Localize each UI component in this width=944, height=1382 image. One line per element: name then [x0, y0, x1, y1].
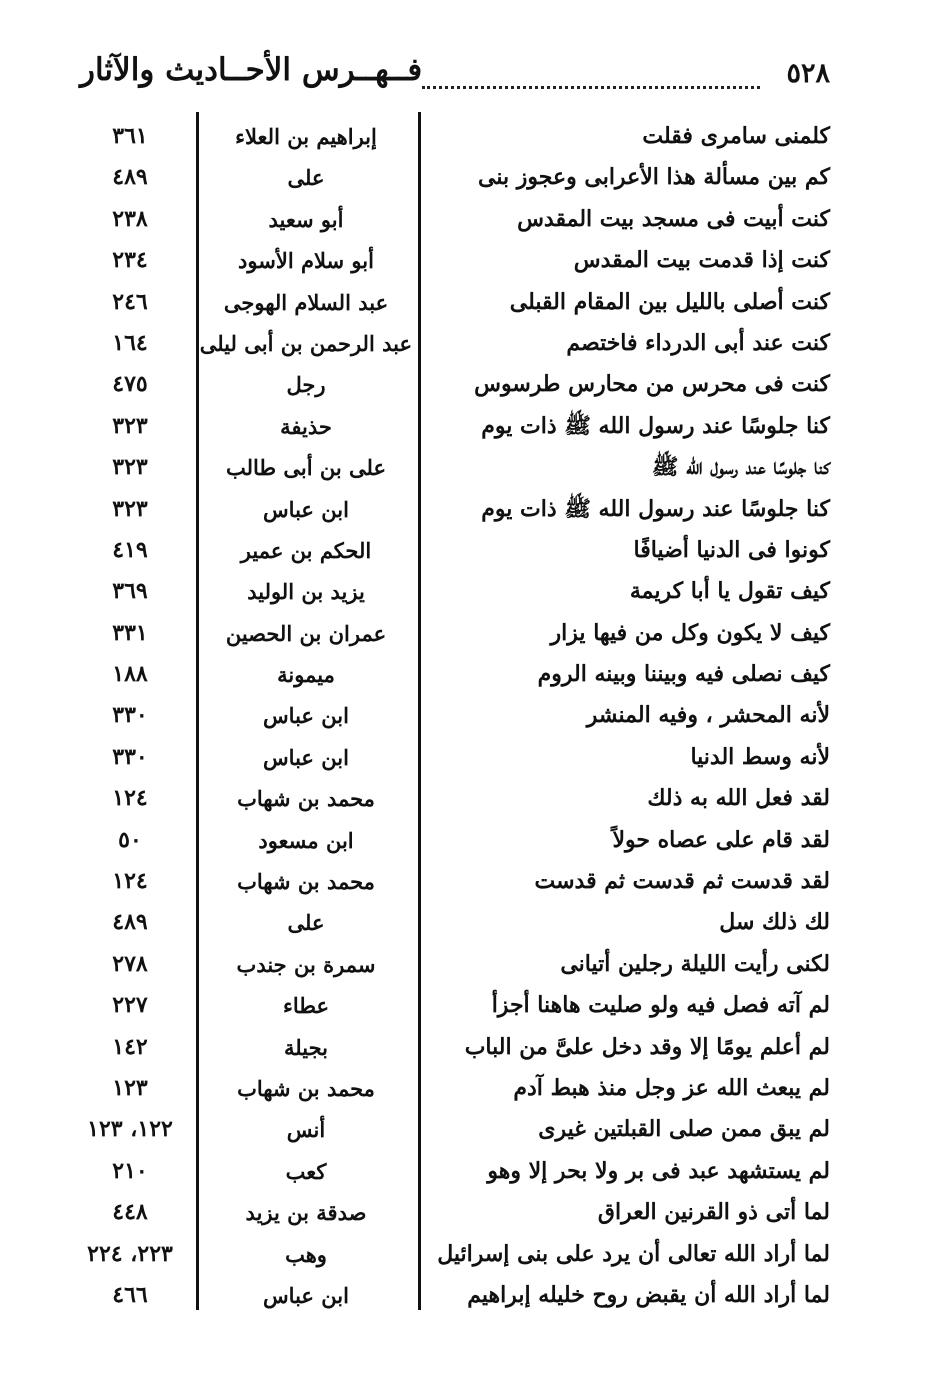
table-row	[70, 199, 830, 240]
table-row	[70, 985, 830, 1026]
narrator-cell: عطاء	[282, 993, 330, 1019]
page-number: ٥٢٨	[786, 58, 830, 89]
hadith-text-cell: لأنه وسط الدنيا	[690, 743, 830, 770]
hadith-text-cell: كنت أبيت فى مسجد بيت المقدس	[517, 205, 830, 232]
page-reference-cell: ١٢٤	[112, 868, 148, 895]
hadith-text-cell: لم يبق ممن صلى القبلتين غيرى	[538, 1116, 830, 1143]
narrator-cell: ابن عباس	[263, 1282, 349, 1308]
narrator-cell: أبو سعيد	[268, 206, 344, 232]
table-row	[70, 530, 830, 571]
hadith-text-cell: كنا جلوسًا عند رسول الله ﷺ ذات يوم	[481, 412, 830, 439]
hadith-text-cell: كيف نصلى فيه وبيننا وبينه الروم	[537, 661, 830, 688]
page-reference-cell: ٥٠	[118, 826, 142, 853]
page-reference-cell: ٤٧٥	[112, 371, 148, 398]
table-row	[70, 1275, 830, 1316]
page-reference-cell: ٣٣٠	[112, 702, 148, 729]
page-reference-cell: ٤٨٩	[112, 909, 148, 936]
page-reference-cell: ٢٣٤	[112, 247, 148, 274]
table-row	[70, 1192, 830, 1233]
table-row	[70, 116, 830, 157]
table-row	[70, 737, 830, 778]
hadith-text-cell: كنا جلوسًا عند رسول الله ﷺ ذات يوم	[481, 495, 830, 522]
hadith-text-cell: كنت أصلى بالليل بين المقام القبلى	[509, 288, 830, 315]
hadith-text-cell: لما أتى ذو القرنين العراق	[597, 1199, 830, 1226]
hadith-text-cell: لأنه المحشر ، وفيه المنشر	[586, 702, 830, 729]
narrator-cell: عبد السلام الهوجى	[223, 289, 389, 315]
table-row	[70, 1109, 830, 1150]
table-row	[70, 861, 830, 902]
page-reference-cell: ٤١٩	[112, 536, 148, 563]
page-reference-cell: ٢٣٨	[112, 205, 148, 232]
hadith-text-cell: لك ذلك سل	[719, 909, 830, 936]
narrator-cell: على	[287, 910, 325, 936]
hadith-text-cell: كنا جلوسًا عند رسول الله ﷺ	[651, 454, 830, 481]
table-row	[70, 654, 830, 695]
narrator-cell: ابن عباس	[263, 744, 349, 770]
narrator-cell: إبراهيم بن العلاء	[235, 124, 377, 149]
page-reference-cell: ٣٢٣	[112, 495, 148, 522]
narrator-cell: صدقة بن يزيد	[245, 1200, 367, 1226]
narrator-cell: ميمونة	[277, 662, 335, 688]
table-row	[70, 1234, 830, 1275]
page-reference-cell: ٣٢٣	[112, 412, 148, 439]
page-reference-cell: ٢٧٨	[112, 950, 148, 977]
narrator-cell: ابن مسعود	[258, 827, 354, 853]
table-row	[70, 902, 830, 943]
narrator-cell: محمد بن شهاب	[237, 786, 375, 812]
table-row	[70, 364, 830, 405]
hadith-text-cell: لقد قدست ثم قدست ثم قدست	[534, 868, 830, 895]
narrator-cell: محمد بن شهاب	[237, 869, 375, 895]
table-row	[70, 613, 830, 654]
page-reference-cell: ٣٣٠	[112, 743, 148, 770]
page-reference-cell: ١٤٢	[112, 1033, 148, 1060]
table-row	[70, 820, 830, 861]
hadith-text-cell: لقد فعل الله به ذلك	[647, 785, 830, 812]
page-reference-cell: ٣٣١	[112, 619, 148, 646]
narrator-cell: أنس	[286, 1117, 326, 1143]
hadith-text-cell: لم يبعث الله عز وجل منذ هبط آدم	[513, 1074, 830, 1101]
hadith-text-cell: لم يستشهد عبد فى بر ولا بحر إلا وهو	[487, 1157, 830, 1184]
table-row	[70, 323, 830, 364]
page-reference-cell: ٣٦١	[112, 123, 148, 149]
table-row	[70, 695, 830, 736]
narrator-cell: سمرة بن جندب	[236, 951, 376, 977]
narrator-cell: عبد الرحمن بن أبى ليلى	[199, 330, 412, 356]
table-row	[70, 571, 830, 612]
narrator-cell: حذيفة	[280, 413, 332, 439]
narrator-cell: رجل	[286, 372, 326, 398]
narrator-cell: ابن عباس	[263, 496, 349, 522]
hadith-text-cell: لقد قام على عصاه حولاً	[612, 826, 830, 853]
table-row	[70, 944, 830, 985]
page-reference-cell: ١٢٤	[112, 785, 148, 812]
page-header	[80, 52, 830, 100]
narrator-cell: محمد بن شهاب	[237, 1075, 375, 1101]
table-row	[70, 1151, 830, 1192]
hadith-text-cell: كيف لا يكون وكل من فيها يزار	[550, 619, 830, 646]
table-row	[70, 1068, 830, 1109]
hadith-text-cell: كلمنى سامرى فقلت	[642, 123, 830, 149]
hadith-text-cell: كم بين مسألة هذا الأعرابى وعجوز بنى	[478, 164, 830, 191]
hadith-text-cell: لم أعلم يومًا إلا وقد دخل علىَّ من الباب	[464, 1033, 830, 1060]
page-reference-cell: ٤٤٨	[112, 1199, 148, 1226]
narrator-cell: ابن عباس	[263, 703, 349, 729]
page-reference-cell: ٣٦٩	[112, 578, 148, 605]
narrator-cell: بجيلة	[284, 1034, 328, 1060]
narrator-cell: أبو سلام الأسود	[238, 248, 374, 274]
hadith-text-cell: كونوا فى الدنيا أضيافًا	[633, 536, 830, 563]
page-reference-cell: ٣٢٣	[112, 454, 148, 481]
page-reference-cell: ٤٦٦	[112, 1281, 148, 1308]
page-reference-cell: ٢١٠	[112, 1157, 148, 1184]
hadith-text-cell: كيف تقول يا أبا كريمة	[629, 578, 830, 605]
narrator-cell: على بن أبى طالب	[225, 455, 387, 481]
page-reference-cell: ٤٨٩	[112, 164, 148, 191]
table-row	[70, 447, 830, 488]
narrator-cell: يزيد بن الوليد	[247, 579, 365, 605]
table-row	[70, 489, 830, 530]
page-reference-cell: ١٢٣	[112, 1074, 148, 1101]
hadith-text-cell: كنت فى محرس من محارس طرسوس	[474, 371, 830, 398]
table-row	[70, 1027, 830, 1068]
table-row	[70, 157, 830, 198]
page-reference-cell: ١٦٤	[112, 329, 148, 356]
page-reference-cell: ٢٢٣، ٢٢٤	[87, 1240, 173, 1267]
table-row	[70, 778, 830, 819]
page-reference-cell: ١٨٨	[112, 661, 148, 688]
narrator-cell: الحكم بن عمير	[240, 537, 372, 563]
table-row	[70, 240, 830, 281]
header-dotted-leader	[422, 86, 760, 89]
narrator-cell: كعب	[285, 1158, 327, 1184]
narrator-cell: على	[287, 165, 325, 191]
hadith-text-cell: كنت إذا قدمت بيت المقدس	[573, 247, 830, 274]
hadith-text-cell: لما أراد الله تعالى أن يرد على بنى إسرائيل	[437, 1240, 830, 1267]
page-reference-cell: ١٢٢، ١٢٣	[87, 1116, 173, 1143]
hadith-text-cell: لم آته فصل فيه ولو صليت هاهنا أجزأ	[491, 992, 830, 1019]
narrator-cell: وهب	[285, 1241, 327, 1267]
page-reference-cell: ٢٢٧	[112, 992, 148, 1019]
table-row	[70, 282, 830, 323]
table-row	[70, 406, 830, 447]
page-reference-cell: ٢٤٦	[112, 288, 148, 315]
hadith-index-table	[70, 116, 830, 1316]
narrator-cell: عمران بن الحصين	[225, 620, 387, 646]
hadith-text-cell: لما أراد الله أن يقبض روح خليله إبراهيم	[467, 1281, 830, 1308]
running-title: فــهــرس الأحــاديث والآثار	[80, 52, 423, 88]
hadith-text-cell: لكنى رأيت الليلة رجلين أتيانى	[560, 950, 830, 977]
hadith-text-cell: كنت عند أبى الدرداء فاختصم	[566, 329, 830, 356]
